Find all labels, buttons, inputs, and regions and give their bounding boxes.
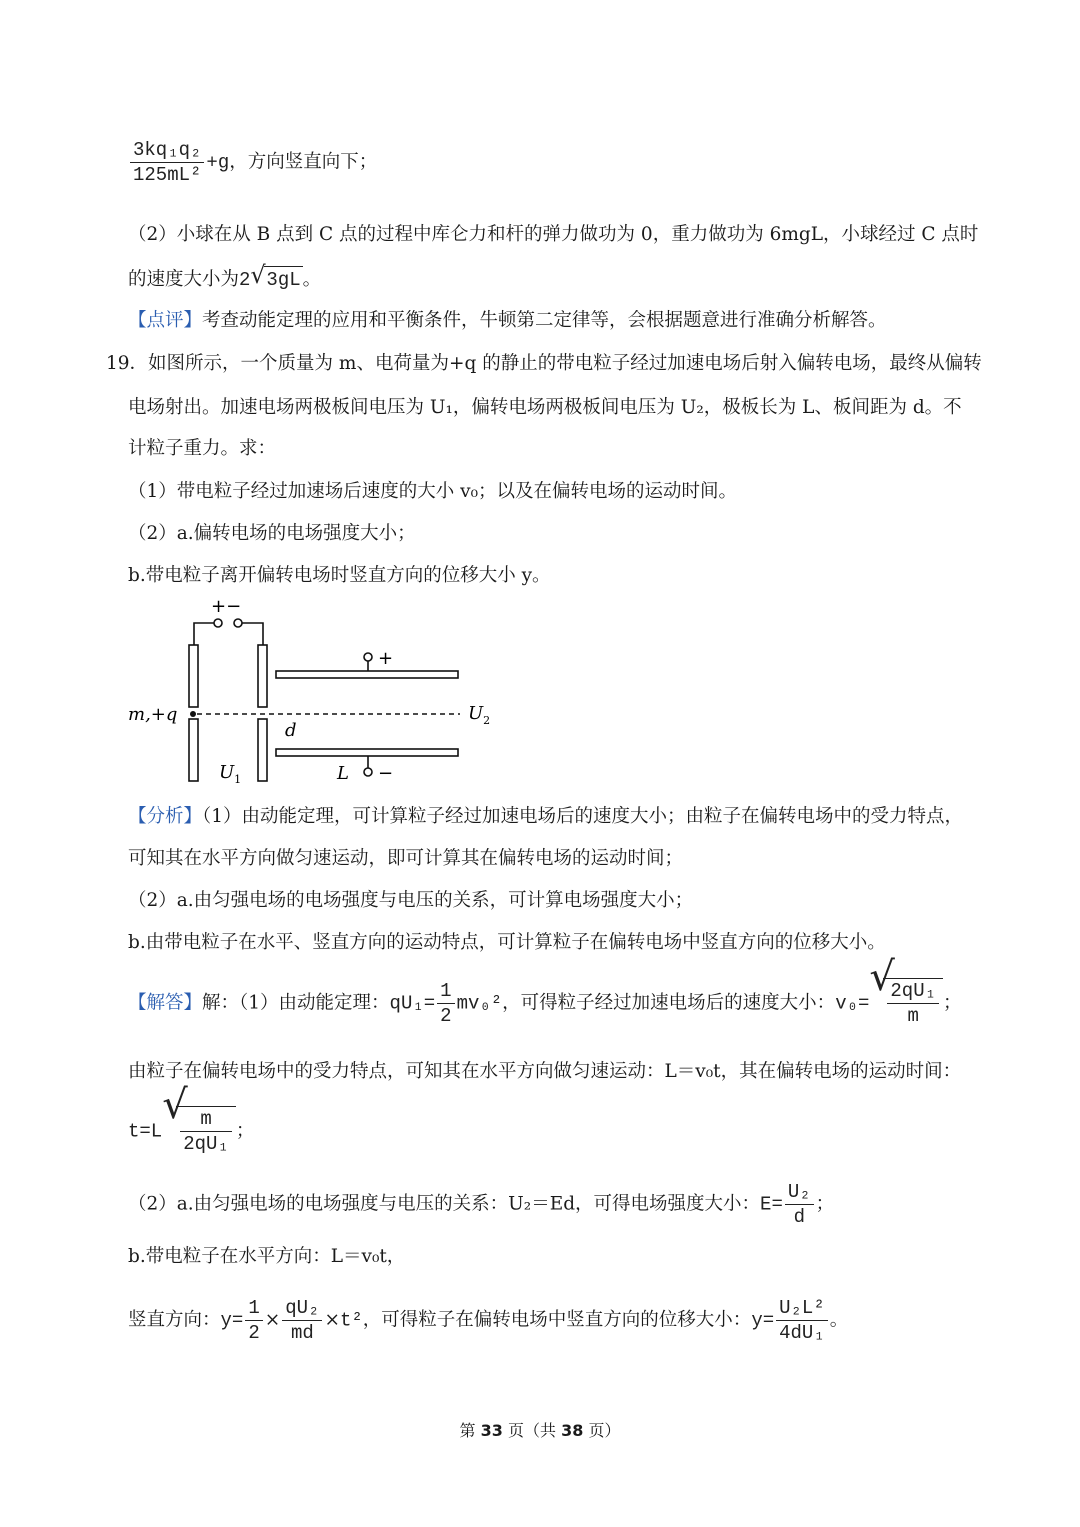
y2-left: y= bbox=[751, 1309, 775, 1332]
top-plate-plus: + bbox=[378, 648, 394, 669]
analysis-line3: （2）a.由匀强电场的电场强度与电压的关系，可计算电场强度大小； bbox=[128, 890, 694, 911]
speed-text: 的速度大小为 bbox=[128, 269, 240, 290]
part2-line2 bbox=[128, 261, 322, 293]
review-text: 考查动能定理的应用和平衡条件，牛顿第二定律等，会根据题意进行准确分析解答。 bbox=[202, 310, 887, 331]
t-semicolon: ； bbox=[235, 1120, 255, 1142]
period: 。 bbox=[302, 269, 322, 290]
y-half: $\frac{1}{2}$ bbox=[245, 1296, 262, 1345]
q19-sub1: （1）带电粒子经过加速场后速度的大小 v₀；以及在偏转电场的运动时间。 bbox=[128, 481, 738, 502]
deflect-plate-top bbox=[276, 671, 458, 678]
E-left: E= bbox=[760, 1193, 783, 1216]
accel-plate-left-top bbox=[189, 645, 198, 707]
wire-right bbox=[242, 623, 263, 645]
y-text: ，可得粒子在偏转电场中竖直方向的位移大小： bbox=[362, 1309, 752, 1331]
answer-tag: 【解答】 bbox=[128, 992, 203, 1014]
bottom-plate-terminal bbox=[364, 768, 372, 776]
semicolon: ； bbox=[943, 992, 962, 1014]
t-squared: t² bbox=[339, 1309, 363, 1332]
vertical-text: 竖直方向： bbox=[128, 1309, 221, 1331]
top-result-line bbox=[128, 138, 377, 187]
acceleration-fraction bbox=[130, 138, 204, 187]
q19-line3: 计粒子重力。求： bbox=[128, 438, 277, 459]
radicand: 3gL bbox=[264, 266, 302, 293]
y-left: y= bbox=[220, 1309, 244, 1332]
coef: 2 bbox=[239, 269, 251, 291]
analysis-line1 bbox=[128, 804, 963, 830]
direction-text: ，方向竖直向下； bbox=[229, 151, 378, 173]
q19-line2: 电场射出。加速电场两极板间电压为 U₁，偏转电场两极板间电压为 U₂，极板长为 L、板间距为 d。不 bbox=[128, 397, 962, 418]
accel-plate-right-bottom bbox=[258, 719, 267, 781]
t-left: t=L bbox=[128, 1120, 163, 1143]
wire-left bbox=[194, 623, 214, 645]
L-label: L bbox=[337, 763, 349, 784]
times-1: × bbox=[264, 1309, 281, 1331]
terminal-left bbox=[214, 619, 222, 627]
accel-plate-right-top bbox=[258, 645, 267, 707]
q19-sub2b: b.带电粒子离开偏转电场时竖直方向的位移大小 y。 bbox=[128, 565, 551, 586]
deflect-plate-bottom bbox=[276, 749, 458, 756]
answer-y-line bbox=[128, 1296, 848, 1345]
analysis-line2: 可知其在水平方向做匀速运动，即可计算其在偏转电场的运动时间； bbox=[128, 848, 684, 869]
kinetic-term: mv₀² bbox=[456, 992, 503, 1015]
analysis-tag: 【分析】 bbox=[128, 806, 203, 827]
page-number: 33 bbox=[480, 1421, 503, 1440]
answer-line5: b.带电粒子在水平方向：L＝v₀t， bbox=[128, 1246, 406, 1267]
answer-text1: 解：（1）由动能定理： bbox=[202, 992, 390, 1014]
sqrt-3gL: √ 3gL bbox=[250, 261, 301, 291]
fraction-denominator: 125mL² bbox=[133, 164, 202, 186]
q19-line1: 19．如图所示，一个质量为 m、电荷量为+q 的静止的带电粒子经过加速电场后射入偏转电场，最终从偏转 bbox=[106, 353, 982, 374]
plus-g: +g bbox=[206, 151, 230, 174]
fraction-numerator: 3kq₁q₂ bbox=[130, 138, 204, 163]
particle bbox=[190, 711, 196, 717]
E-fraction: $\frac{\text{U₂}}{d}$ bbox=[785, 1180, 814, 1229]
analysis-text1: （1）由动能定理，可计算粒子经过加速电场后的速度大小；由粒子在偏转电场中的受力特点， bbox=[202, 806, 964, 827]
E-text: （2）a.由匀强电场的电场强度与电压的关系：U₂＝Ed，可得电场强度大小： bbox=[128, 1193, 761, 1215]
y-result-fraction: $\frac{\text{U₂L²}}{\text{4dU₁}}$ bbox=[776, 1296, 828, 1345]
terminal-right bbox=[234, 619, 242, 627]
answer-t-line bbox=[128, 1082, 255, 1156]
E-semicolon: ； bbox=[815, 1193, 835, 1215]
page-footer: 第 33 页（共 38 页） bbox=[459, 1421, 621, 1440]
v0-left: v₀= bbox=[835, 992, 870, 1015]
top-polarity: +− bbox=[211, 598, 242, 617]
answer-line1 bbox=[128, 954, 962, 1028]
review-tag: 【点评】 bbox=[128, 310, 203, 331]
u1-label: $U_1$ bbox=[219, 762, 242, 786]
d-label: d bbox=[285, 720, 297, 741]
y-accel: $\frac{\text{qU₂}}{md}$ bbox=[282, 1296, 322, 1345]
t-sqrt: √ $\frac{m}{\text{2qU₁}}$ bbox=[162, 1106, 236, 1156]
times-2: × bbox=[324, 1309, 340, 1331]
half-fraction: $\frac{1}{2}$ bbox=[437, 979, 454, 1028]
answer-text1b: ，可得粒子经过加速电场后的速度大小： bbox=[502, 992, 836, 1014]
end-period: 。 bbox=[829, 1309, 849, 1331]
part2-line1: （2）小球在从 B 点到 C 点的过程中库仑力和杆的弹力做功为 0，重力做功为 6mgL，小球经过 C 点时 bbox=[128, 224, 979, 245]
review-line bbox=[128, 308, 887, 334]
answer-E-line bbox=[128, 1180, 834, 1229]
accel-plate-left-bottom bbox=[189, 719, 198, 781]
v0-sqrt: √ $\frac{\text{2qU₁}}{m}$ bbox=[869, 978, 943, 1028]
analysis-line4: b.由带电粒子在水平、竖直方向的运动特点，可计算粒子在偏转电场中竖直方向的位移大小。 bbox=[128, 932, 886, 953]
q19-sub2a: （2）a.偏转电场的电场强度大小； bbox=[128, 523, 416, 544]
particle-label: m,+q bbox=[128, 704, 178, 725]
energy-eq-left: qU₁= bbox=[389, 992, 436, 1015]
answer-line2: 由粒子在偏转电场中的受力特点，可知其在水平方向做匀速运动：L＝v₀t，其在偏转电场的运动时间： bbox=[128, 1061, 962, 1082]
total-pages: 38 bbox=[561, 1421, 584, 1440]
top-plate-terminal bbox=[364, 653, 372, 661]
u2-label: $U_2$ bbox=[468, 703, 491, 727]
bottom-plate-minus: − bbox=[378, 763, 394, 784]
field-diagram bbox=[125, 598, 495, 788]
